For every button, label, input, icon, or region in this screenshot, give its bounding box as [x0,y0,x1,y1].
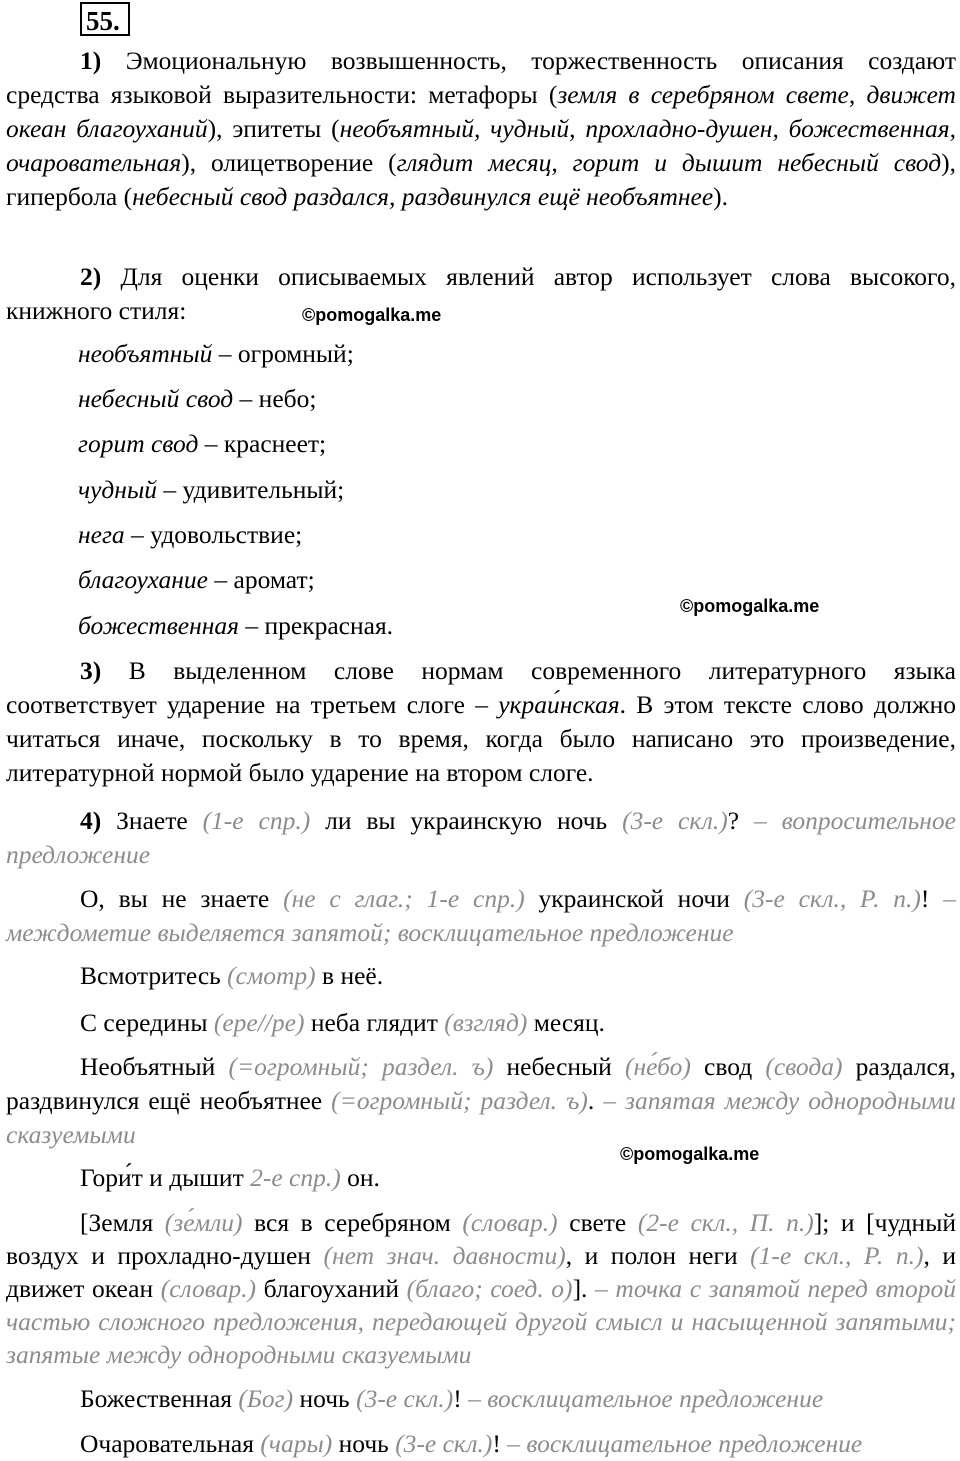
synonym-meaning: – аромат; [208,565,315,594]
annotation: – восклицательное предложение [468,1384,824,1413]
task-number: 55. [80,2,130,36]
text: свете [557,1208,638,1237]
text: ]; и [чудный воздух и прохладно-душен [6,1208,956,1270]
annotation: – запятая между однородными сказуемыми [6,1086,956,1149]
example-text: необъятный, чудный, прохладно-душен, божественная, очаровательная [6,114,956,177]
text: вся в серебряном [242,1208,463,1237]
synonym-item [78,563,958,597]
text: Всмотритесь [80,961,228,990]
text: неба глядит [304,1008,445,1037]
text: ]. [572,1274,596,1303]
text: ). [713,182,729,211]
watermark: ©pomogalka.me [620,1144,760,1164]
sentence-9 [6,1427,956,1461]
synonym-word: благоухание [78,565,208,594]
synonym-item [78,337,958,371]
text: ночь [332,1429,396,1458]
annotation: (не́бо) [625,1052,691,1081]
synonym-word: небесный свод [78,384,234,413]
annotation: 2-е спр.) [250,1163,341,1192]
text: . [587,1086,604,1115]
text: С середины [80,1008,214,1037]
synonym-word: чудный [78,475,157,504]
text: Эмоциональную возвышенность, торжественность описания создают средства языковой выразительности: метафоры ( [6,46,956,109]
text: Знаете [101,806,203,835]
sentence-2 [6,882,956,950]
annotation: (3-е скл., Р. п.) [743,884,921,913]
synonym-item [78,473,958,507]
annotation: (словар.) [462,1208,558,1237]
synonym-meaning: – огромный; [212,339,354,368]
text: ! [920,884,944,913]
synonym-meaning: – краснеет; [198,429,327,458]
watermark: ©pomogalka.me [302,305,442,325]
annotation: (нет знач. давности) [323,1241,566,1270]
annotation: – восклицательное предложение [507,1429,863,1458]
synonym-item [78,518,958,552]
paragraph-3 [6,654,956,790]
annotation: (=огромный; раздел. ъ) [331,1086,588,1115]
point-number: 1) [80,46,102,75]
text: [Земля [80,1208,165,1237]
example-text: земля в серебряном свете, движет океан благоуханий [6,80,956,143]
text: ! [492,1429,508,1458]
paragraph-1 [6,44,956,214]
text: В выделенном слове нормам современного литературного языка соответствует ударение на третьем слоге – [6,656,956,719]
synonym-meaning: – прекрасная. [239,611,394,640]
text: благоуханий [256,1274,407,1303]
text: раздался, раздвинулся ещё необъятнее [6,1052,956,1115]
text: украинской ночи [524,884,744,913]
paragraph-2 [6,260,956,328]
text: ? [727,806,754,835]
synonym-item [78,609,958,643]
text: . В этом тексте слово должно читаться иначе, поскольку в то время, когда было написано это произведение, литературной нормой было ударение на втором слоге. [6,690,956,787]
point-number: 4) [80,806,102,835]
text: свод [690,1052,766,1081]
text: небесный [493,1052,625,1081]
text: Божественная [80,1384,239,1413]
sentence-8 [6,1382,956,1416]
text: ), олицетворение ( [181,148,397,177]
annotation: (3-е скл.) [356,1384,454,1413]
annotation: (Бог) [238,1384,294,1413]
text: он. [340,1163,380,1192]
sentence-6 [6,1161,956,1195]
annotation: (1-е скл., Р. п.) [750,1241,924,1270]
watermark: ©pomogalka.me [680,596,820,616]
annotation: (благо; соед. о) [406,1274,573,1303]
synonym-word: необъятный [78,339,213,368]
text: ), гипербола ( [6,148,956,211]
text: в неё. [315,961,384,990]
example-text: небесный свод раздался, раздвинулся ещё необъятнее [132,182,714,211]
synonym-word: нега [78,520,125,549]
synonym-meaning: – удивительный; [156,475,345,504]
text: ! [453,1384,469,1413]
sentence-7 [6,1206,956,1371]
synonym-item [78,427,958,461]
text: ), эпитеты ( [207,114,340,143]
annotation: – междометие выделяется запятой; восклицательное предложение [6,884,956,947]
text: , и движет океан [6,1241,957,1303]
text: ли вы украинскую ночь [310,806,623,835]
annotation: (смотр) [227,961,316,990]
text: месяц. [527,1008,605,1037]
sentence-1 [6,804,956,872]
text: Необъятный [80,1052,229,1081]
synonym-meaning: – удовольствие; [124,520,303,549]
annotation: (не с глаг.; 1-е спр.) [283,884,525,913]
annotation: (взгляд) [444,1008,528,1037]
annotation: – вопросительное предложение [6,806,956,869]
point-number: 2) [80,262,102,291]
text: Для оценки описываемых явлений автор использует слова высокого, книжного стиля: [6,262,956,325]
annotation: (словар.) [160,1274,256,1303]
synonym-word: божественная [78,611,239,640]
annotation: – точка с запятой перед второй частью сложного предложения, передающей другой смысл и насыщенной запятыми; запятые между однородными сказуемыми [6,1274,956,1369]
example-text: украи́нская [498,690,620,719]
text: Гори́т и дышит [80,1163,251,1192]
text: О, вы не знаете [80,884,284,913]
point-number: 3) [80,656,102,685]
example-text: глядит месяц, горит и дышит небесный свод [396,148,942,177]
sentence-4 [6,1006,956,1040]
sentence-5 [6,1050,956,1152]
annotation: (1-е спр.) [202,806,311,835]
text: Очаровательная [80,1429,261,1458]
synonym-meaning: – небо; [233,384,317,413]
annotation: (=огромный; раздел. ъ) [228,1052,494,1081]
text: ночь [293,1384,357,1413]
sentence-3 [6,959,956,993]
annotation: (чары) [260,1429,333,1458]
annotation: (3-е скл.) [395,1429,493,1458]
annotation: (2-е скл., П. п.) [637,1208,814,1237]
annotation: (зе́мли) [164,1208,243,1237]
annotation: (ере//ре) [213,1008,305,1037]
synonym-item [78,382,958,416]
text: , и полон неги [565,1241,751,1270]
synonym-word: горит свод [78,429,199,458]
annotation: (3-е скл.) [622,806,728,835]
annotation: (свода) [765,1052,843,1081]
